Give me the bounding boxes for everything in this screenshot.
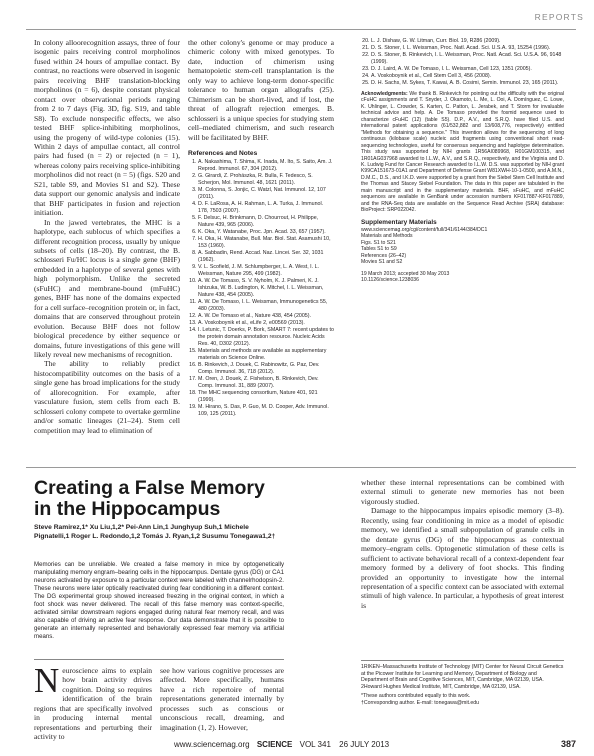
reference-item: 6. K. Oka, Y. Watanabe, Proc. Jpn. Acad. 33, 657 (1957). (198, 229, 334, 236)
reference-item: 12. A. W. De Tomaso et al., Nature 438, 454 (2005). (198, 313, 334, 320)
reference-item: 8. A. Sabbadin, Rend. Accad. Naz. Lincei. Ser. 32, 1031 (1962). (198, 250, 334, 264)
references-block (188, 150, 334, 418)
footer-date: 26 JULY 2013 (339, 740, 390, 749)
reference-item: 24. A. Voskoboynik et al., Cell Stem Cell 3, 456 (2008). (371, 73, 564, 80)
top-rule (26, 29, 576, 30)
reference-item: 1. A. Nakashima, T. Shima, K. Inada, M. Ito, S. Saito, Am. J. Reprod. Immunol. 67, 304 (2012). (198, 159, 334, 173)
acknowledgments-text: We thank B. Rinkevich for pointing out the difficulty with the original cFuHC assignments and T. Snyder, J. Okamoto, L. Me, L. Ooi, A. Domínguez, C. Lowe, K. Uhlinger, L. Crowder, S. Karten, C. Patton, L. Jerabek, and T. Storm for invaluable technical advice and help. A. De Tomaso provided the fosmid sequence used to characterize cFuHC (12) (table S5). D.P., A.V., and S.R.Q. have filed U.S. and international patent applications (61/532,882 and 13/608,776, respectively) entitled "Methods for obtaining a sequence." This invention allows for the sequencing of long continuous (kilobase scale) nucleic acid fragments using conventional short read-sequencing technologies, useful for consensus sequencing and haplotype determination. This study was supported by NIH grants 1R56AI089968, R01GM100315, and 1R01AG037968 awarded to I.L.W., A.V., and S.R.Q., respectively, and the Virginia and D. K. Ludwig Fund for Cancer Research awarded to I.L.W. D.S. was supported by NIH grant K99CA151673-01A1 and Department of Defense Grant W81XWH-10-1-0500, and A.M.N., D.M.C., D.S., and I.K.D. were supported by a grant from the Siebel Stem Cell Institute and the Thomas and Stacey Siebel Foundation. The data in this paper are tabulated in the main manuscript and in the supplementary materials. BHF, sFuHC, and mFuHC sequences are available in GenBank under accession numbers KF017887-KF017889, and the RNA-Seq data are available on the Sequence Read Archive (SRA) database: BioProject: SRP022042. (361, 91, 565, 214)
right-column (361, 38, 564, 284)
sm-line: www.sciencemag.org/cgi/content/full/341/6144/384/DC1 (361, 226, 488, 233)
abstract-rule (34, 659, 284, 660)
supplementary-heading: Supplementary Materials (361, 218, 437, 226)
intro-text: euroscience aims to explain how brain activity drives cognition. Doing so requires identification of the brain regions that are specifically involved in producing internal mental representations and perturbing their activity to (34, 666, 152, 742)
abstract: Memories can be unreliable. We created a false memory in mice by optogenetically manipulating memory engram–bearing cells in the hippocampus. Dentate gyrus (DG) or CA1 neurons activated by exposure to a particular context were labeled with channelrhodopsin-2. These neurons were later optically reactivated during fear conditioning in a different context. The DG experimental group showed increased freezing in the original context, in which a foot shock was never delivered. The recall of this false memory was context-specific, activated similar downstream regions engaged during natural fear memory recall, and was also capable of driving an active fear response. Our data demonstrate that it is possible to generate an internally represented and behaviorally expressed fear memory via artificial means. (34, 561, 284, 641)
footer-journal: SCIENCE (256, 740, 293, 749)
reference-item: 20. L. J. Dishaw, G. W. Litman, Curr. Biol. 19, R286 (2009). (371, 38, 564, 45)
sm-line: Figs. S1 to S21 (361, 239, 396, 246)
corresponding-author-note: †Corresponding author. E-mail: tonegawa@mit.edu (361, 699, 480, 706)
section-label: REPORTS (534, 12, 584, 22)
intro-column-middle (160, 666, 284, 732)
reference-item: 25. D. H. Sachs, M. Sykes, T. Kawai, A. B. Cosimi, Semin. Immunol. 23, 165 (2011). (371, 80, 564, 87)
reference-item: 3. M. Colonna, S. Jonjic, C. Watzl, Nat. Immunol. 12, 107 (2011). (198, 187, 334, 201)
footer-volume: VOL 341 (299, 740, 331, 749)
references-continued (361, 38, 564, 87)
reference-item: 11. A. W. De Tomaso, I. L. Weissman, Immunogenetics 55, 480 (2003). (198, 299, 334, 313)
paragraph: Damage to the hippocampus impairs episodic memory (3–8). Recently, using fear conditioning in mice as a model of episodic memory, we identified a small subpopulation of granule cells in the dentate gyrus (DG) of the hippocampus as contextual memory–engram cells. Optogenetic stimulation of these cells is sufficient to activate behavioral recall of a context-dependent fear memory formed by a delivery of foot shocks. This finding provided an opportunity to investigate how the internal representation of a specific context can be associated with external stimuli of high valence. In particular, a hypothesis of great interest is (361, 506, 564, 610)
affiliations (361, 664, 564, 706)
middle-column (188, 38, 334, 418)
reference-item: 22. D. S. Stoner, B. Rinkevich, I. L. Weissman, Proc. Natl. Acad. Sci. U.S.A. 96, 9148 (1999). (371, 52, 564, 66)
affiliation-text: 1RIKEN–Massachusetts Institute of Technology (MIT) Center for Neural Circuit Genetics at the Picower Institute for Learning and Memory, Department of Biology and Department of Brain and Cognitive Sciences, MIT, Cambridge, MA 02139, USA. 2Howard Hughes Medical Institute, MIT, Cambridge, MA 02139, USA. (361, 664, 564, 690)
reference-item: 13. A. Voskoboynik et al., eLife 2, e00569 (2013). (198, 320, 334, 327)
intro-continued: see how various cognitive processes are affected. More specifically, humans have a rich repertoire of mental representations generated internally by processes such as conscious or unconscious recall, dreaming, and imagination (1, 2). However, (160, 666, 284, 732)
received-date: 19 March 2013; accepted 30 May 2013 (361, 270, 450, 277)
affiliation-rule (361, 660, 564, 661)
article-divider (26, 467, 576, 468)
reference-item: 14. I. Letunic, T. Doerks, P. Bork, SMART 7: recent updates to the protein domain annotation resource. Nucleic Acids Res. 40, D302 (2012). (198, 327, 334, 348)
reference-item: 4. D. F. LaRosa, A. H. Rahman, L. A. Turka, J. Immunol. 178, 7503 (2007). (198, 201, 334, 215)
reference-item: 10. A. W. De Tomaso, S. V. Nyholm, K. J. Palmeri, K. J. Ishizuka, W. B. Ludington, K. Mitchel, I. L. Weissman, Nature 438, 454 (2005). (198, 278, 334, 299)
sm-line: Tables S1 to S9 (361, 246, 397, 253)
reference-item: 5. F. Delsuc, H. Brinkmann, D. Chourrout, H. Philippe, Nature 439, 965 (2006). (198, 215, 334, 229)
page-number: 387 (560, 739, 576, 749)
reference-item: 16. B. Rinkevich, J. Douek, C. Rabinowitz, G. Paz, Dev. Comp. Immunol. 36, 718 (2012). (198, 362, 334, 376)
article-title: Creating a False Memory in the Hippocampus (34, 477, 265, 520)
acknowledgments (361, 91, 564, 214)
paragraph: The ability to reliably predict histocompatibility outcomes on the basis of a single gene has broad implications for the study of allorecognition. For example, after vasculature fusion, stem cells from each B. schlosseri colony compete to overtake germline and/or somatic lineages (21–24). Stem cell competition may lead to elimination of (34, 359, 180, 435)
references-heading: References and Notes (188, 149, 258, 157)
reference-item: 21. D. S. Stoner, I. L. Weissman, Proc. Natl. Acad. Sci. U.S.A. 93, 15254 (1996). (371, 45, 564, 52)
paragraph: In the jawed vertebrates, the MHC is a haplotype, each sublocus of which specifies a different recognition process, usually by unique subsets of cells (18–20). By contrast, the B. schlosseri Fu/HC locus is a single gene (BHF) embedded in a haplotype of several genes with high polymorphism. Unlike the secreted (sFuHC) and membrane-bound (mFuHC) genes, BHF has none of the domains expected for a cell surface–recognition protein or, in fact, domains that are conserved throughout protein evolution. Because BHF does not follow biological precedence by either sequence or domains, future investigations of this gene will likely reveal new mechanisms of recognition. (34, 217, 180, 359)
reference-item: 23. D. J. Laird, A. W. De Tomaso, I. L. Weissman, Cell 123, 1351 (2005). (371, 66, 564, 73)
left-column (34, 38, 180, 435)
reference-item: 19. M. Hirano, S. Das, P. Guo, M. D. Cooper, Adv. Immunol. 109, 125 (2011). (198, 404, 334, 418)
sm-line: References (26–42) (361, 252, 407, 259)
reference-item: 7. H. Oka, H. Watanabe, Bull. Mar. Biol. Stat. Asamushi 10, 153 (1960). (198, 236, 334, 250)
references-list (361, 38, 564, 87)
paragraph: In colony alloorecognition assays, three of four isogenic pairs receiving control morpholinos fused within 24 hours of ampullae contact. By contrast, no reactions were observed in isogenic pairs receiving BHF translation-blocking morpholinos (n = 6), despite constant physical contact over observational periods ranging from 2 to 7 days (Fig. 3D, fig. S19, and table S8). To exclude nonspecific effects, we also tested BHF splice-inhibiting morpholinos, using the progeny of wild-type colonies (15). Within 2 days of ampullae contact, all control pairs had fused (n = 2) or rejected (n = 1), whereas colony pairs receiving splice-inhibiting morpholinos did not react (n = 5) (figs. S20 and S21, table S9, and Movies S1 and S2). These data support our genomic analysis and indicate that BHF participates in fusion and rejection initiation. (34, 38, 180, 218)
reference-item: 18. The MHC sequencing consortium, Nature 401, 921 (1999). (198, 390, 334, 404)
reference-item: 2. G. Girardi, Z. Prohászka, R. Bulla, F. Tedesco, S. Scherjon, Mol. Immunol. 48, 1621 (2011). (198, 173, 334, 187)
equal-contribution-note: *These authors contributed equally to this work. (361, 693, 471, 699)
acknowledgments-label: Acknowledgments: (361, 91, 408, 97)
references-list (188, 159, 334, 418)
drop-cap: N (34, 661, 60, 700)
article-right-column (361, 478, 564, 610)
doi: 10.1126/science.1238036 (361, 277, 419, 284)
author-list: Steve Ramirez,1* Xu Liu,1,2* Pei-Ann Lin,1 Junghyup Suh,1 Michele Pignatelli,1 Roger L. Redondo,1,2 Tomás J. Ryan,1,2 Susumu Tonegawa1,2† (34, 524, 276, 540)
reference-item: 9. V. L. Scofield, J. M. Schlumpberger, L. A. West, I. L. Weissman, Nature 295, 499 (1982). (198, 264, 334, 278)
footer-left (174, 740, 389, 749)
sm-line: Movies S1 and S2 (361, 259, 403, 266)
paragraph: the other colony's genome or may produce a chimeric colony with mixed genotypes. To date, induction of chimerism using hematopoietic stem-cell transplantation is the only way to achieve long-term donor-specific tolerance to human organ allografts (25). Chimerism can be short-lived, and if lost, the threat of allograft rejection emerges. B. schlosseri is a unique species for studying stem cell–mediated chimerism, and such research will be facilitated by BHF. (188, 38, 334, 142)
footer-url: www.sciencemag.org (174, 740, 250, 749)
reference-item: 15. Materials and methods are available as supplementary materials on Science Online. (198, 348, 334, 362)
reference-item: 17. M. Oren, J. Douek, Z. Fishelson, B. Rinkevich, Dev. Comp. Immunol. 31, 889 (2007). (198, 376, 334, 390)
supplementary-materials (361, 219, 564, 284)
intro-column-left (34, 661, 152, 742)
sm-line: Materials and Methods (361, 233, 413, 240)
paragraph: whether these internal representations can be combined with external stimuli to generate new memories has not been vigorously studied. (361, 478, 564, 506)
